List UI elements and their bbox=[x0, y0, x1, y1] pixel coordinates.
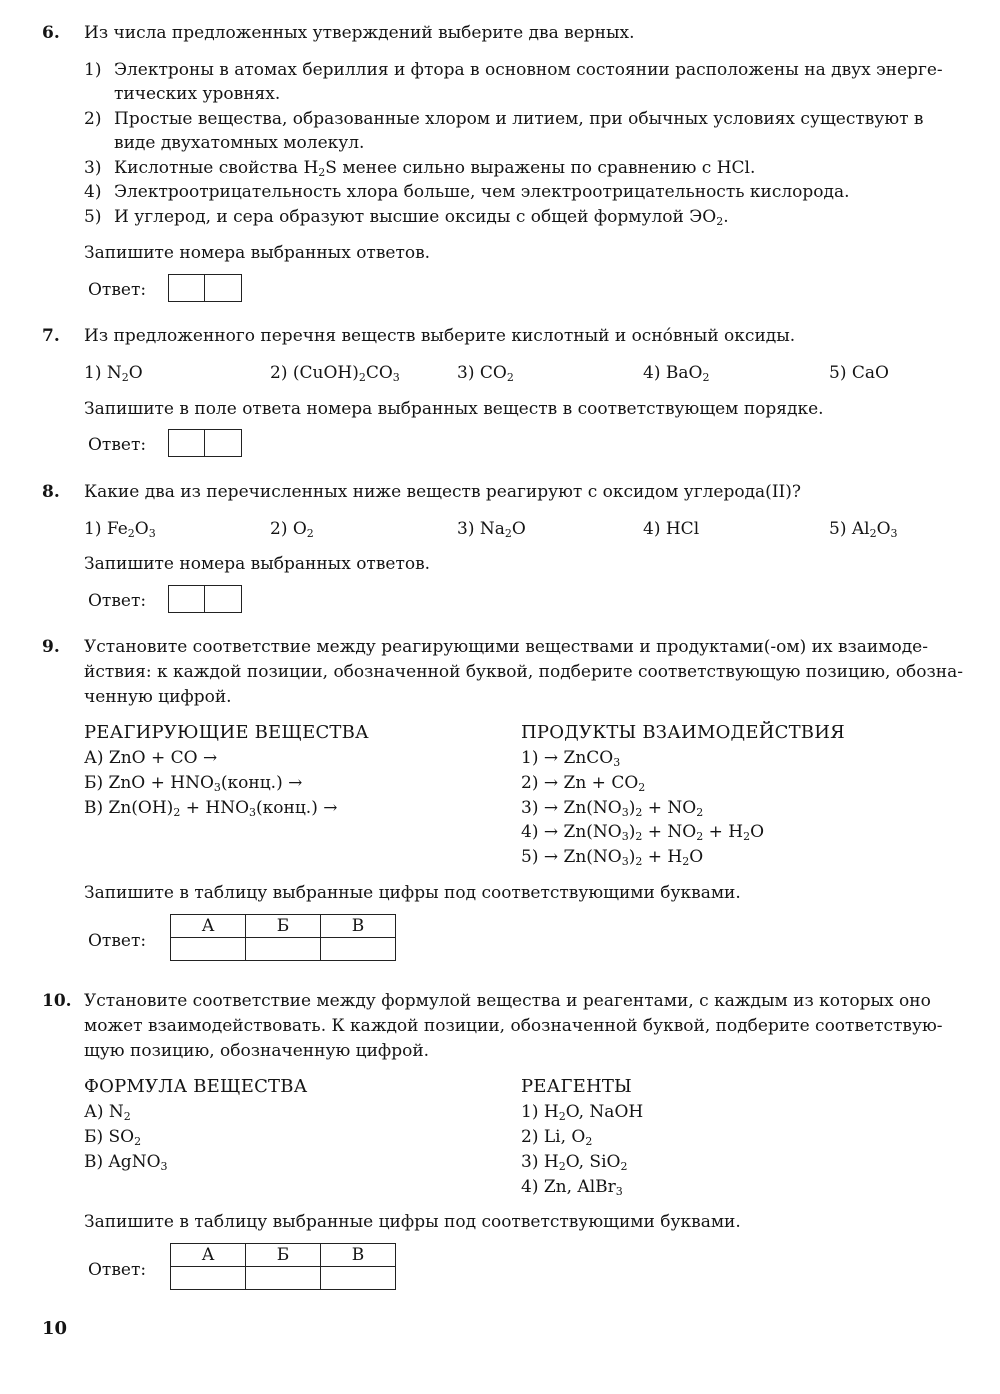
question-number: 8. bbox=[42, 482, 60, 502]
answer-table-header: Б bbox=[246, 915, 321, 938]
instruction: Запишите в таблицу выбранные цифры под соответствующими буквами. bbox=[84, 883, 741, 903]
right-item: 1) $H_2O$, NaOH bbox=[521, 1102, 644, 1123]
option: 2) $(CuOH)_2CO_3$ bbox=[270, 363, 400, 384]
answer-cell[interactable] bbox=[246, 1267, 321, 1290]
instruction: Запишите номера выбранных ответов. bbox=[84, 243, 431, 263]
option: 5) CaO bbox=[829, 363, 889, 383]
answer-box[interactable] bbox=[168, 585, 242, 613]
list-item-continuation: тических уровнях. bbox=[114, 84, 281, 104]
right-item: $4) \to Zn(NO_3)_2 + NO_2 + H_2O$ bbox=[521, 822, 765, 843]
question-number: 7. bbox=[42, 326, 60, 346]
option: 5) $Al_2O_3$ bbox=[829, 519, 898, 540]
option: 3) $CO_2$ bbox=[457, 363, 514, 384]
answer-table-header: А bbox=[171, 915, 246, 938]
option: 4) HCl bbox=[643, 519, 700, 539]
answer-table-header: А bbox=[171, 1244, 246, 1267]
question-text: Из предложенного перечня веществ выберите кислотный и осно́вный оксиды. bbox=[84, 326, 796, 346]
option: 3) $Na_2O$ bbox=[457, 519, 526, 540]
left-item: А) $N_2$ bbox=[84, 1102, 131, 1123]
question-text: ченную цифрой. bbox=[84, 687, 232, 707]
right-item: $3) \to Zn(NO_3)_2 + NO_2$ bbox=[521, 798, 704, 819]
right-item: $5) \to Zn(NO_3)_2 + H_2O$ bbox=[521, 847, 704, 868]
list-item-continuation: виде двухатомных молекул. bbox=[114, 133, 365, 153]
question-text: щую позицию, обозначенную цифрой. bbox=[84, 1041, 430, 1061]
answer-table-header: Б bbox=[246, 1244, 321, 1267]
question-text: йствия: к каждой позиции, обозначенной буквой, подберите соответствующую позицию, обозна- bbox=[84, 662, 964, 682]
question-number: 6. bbox=[42, 23, 60, 43]
list-item: 5) И углерод, и сера образуют высшие оксиды с общей формулой $ЭО_2$. bbox=[84, 207, 729, 228]
answer-label: Ответ: bbox=[88, 435, 147, 455]
question-text: Какие два из перечисленных ниже веществ реагируют с оксидом углерода(II)? bbox=[84, 482, 801, 502]
left-item: Б) ZnO + $HNO_3(конц.)$ → bbox=[84, 773, 303, 794]
answer-cell[interactable] bbox=[321, 938, 396, 961]
answer-table bbox=[170, 1243, 396, 1290]
list-item: 3) Кислотные свойства $H_2S$ менее сильно выражены по сравнению с HCl. bbox=[84, 158, 756, 179]
answer-label: Ответ: bbox=[88, 931, 147, 951]
list-item: 4) Электроотрицательность хлора больше, чем электроотрицательность кислорода. bbox=[84, 182, 850, 202]
question-number: 9. bbox=[42, 637, 60, 657]
answer-label: Ответ: bbox=[88, 591, 147, 611]
answer-table-header: В bbox=[321, 915, 396, 938]
left-item: А) ZnO + CO → bbox=[84, 748, 218, 768]
option: 2) $O_2$ bbox=[270, 519, 314, 540]
right-column-header: ПРОДУКТЫ ВЗАИМОДЕЙСТВИЯ bbox=[521, 722, 845, 743]
left-item: Б) $SO_2$ bbox=[84, 1127, 142, 1148]
instruction: Запишите в поле ответа номера выбранных веществ в соответствующем порядке. bbox=[84, 399, 824, 419]
left-column-header: РЕАГИРУЮЩИЕ ВЕЩЕСТВА bbox=[84, 722, 369, 743]
left-column-header: ФОРМУЛА ВЕЩЕСТВА bbox=[84, 1076, 308, 1097]
answer-cell[interactable] bbox=[171, 938, 246, 961]
list-item: 1) Электроны в атомах бериллия и фтора в основном состоянии расположены на двух энерге- bbox=[84, 60, 943, 80]
page-number: 10 bbox=[42, 1318, 68, 1339]
right-item: 4) Zn, AlBr$_3$ bbox=[521, 1177, 623, 1198]
question-number: 10. bbox=[42, 991, 72, 1011]
left-item: В) AgNO$_3$ bbox=[84, 1152, 168, 1173]
instruction: Запишите номера выбранных ответов. bbox=[84, 554, 431, 574]
right-item: 2) Li, $O_2$ bbox=[521, 1127, 593, 1148]
right-item: 1) → ZnCO$_3$ bbox=[521, 748, 621, 769]
answer-cell[interactable] bbox=[246, 938, 321, 961]
answer-cell[interactable] bbox=[171, 1267, 246, 1290]
answer-table bbox=[170, 914, 396, 961]
answer-box[interactable] bbox=[168, 429, 242, 457]
instruction: Запишите в таблицу выбранные цифры под соответствующими буквами. bbox=[84, 1212, 741, 1232]
option: 1) $Fe_2O_3$ bbox=[84, 519, 156, 540]
answer-box[interactable] bbox=[168, 274, 242, 302]
answer-cell[interactable] bbox=[321, 1267, 396, 1290]
list-item: 2) Простые вещества, образованные хлором и литием, при обычных условиях существуют в bbox=[84, 109, 924, 129]
right-column-header: РЕАГЕНТЫ bbox=[521, 1076, 632, 1097]
answer-table-header: В bbox=[321, 1244, 396, 1267]
option: 4) BaO$_2$ bbox=[643, 363, 710, 384]
right-item: 3) $H_2O$, SiO$_2$ bbox=[521, 1152, 628, 1173]
answer-label: Ответ: bbox=[88, 1260, 147, 1280]
option: 1) $N_2O$ bbox=[84, 363, 143, 384]
question-text: Установите соответствие между формулой вещества и реагентами, с каждым из которых оно bbox=[84, 991, 931, 1011]
answer-label: Ответ: bbox=[88, 280, 147, 300]
question-text: может взаимодействовать. К каждой позиции, обозначенной буквой, подберите соответствую- bbox=[84, 1016, 943, 1036]
question-text: Установите соответствие между реагирующими веществами и продуктами(-ом) их взаимоде- bbox=[84, 637, 928, 657]
right-item: $2) \to Zn + CO_2$ bbox=[521, 773, 646, 794]
question-text: Из числа предложенных утверждений выберите два верных. bbox=[84, 23, 635, 43]
left-item: В) $Zn(OH)_2$ + $HNO_3(конц.)$ → bbox=[84, 798, 338, 819]
